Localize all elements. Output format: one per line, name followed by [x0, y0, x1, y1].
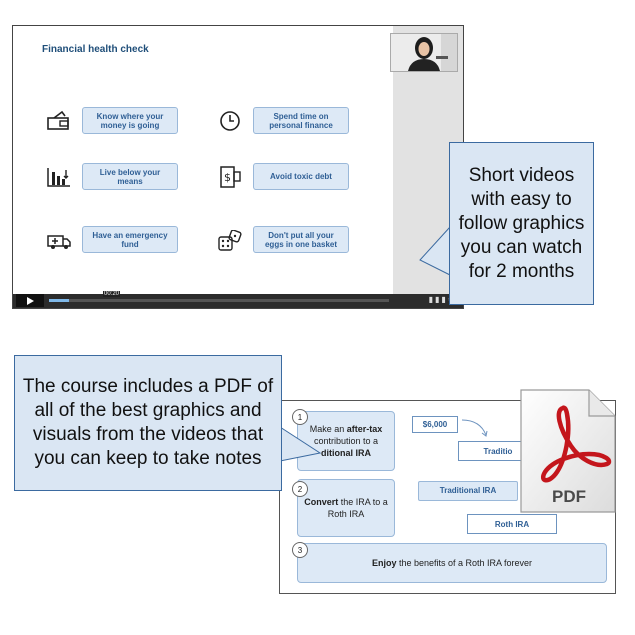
amount-box: $6,000 — [412, 416, 458, 433]
step-2-box — [297, 479, 395, 537]
step-2-text: the IRA to a Roth IRA — [327, 497, 388, 519]
clock-icon — [217, 110, 243, 132]
current-time: 00:20 — [104, 291, 120, 297]
callout-pdf: The course includes a PDF of all of the best graphics and visuals from the videos that you can keep to take notes — [14, 355, 282, 491]
step-3-number: 3 — [292, 542, 308, 558]
wallet-icon — [46, 110, 72, 132]
pdf-label: PDF — [552, 487, 586, 506]
pdf-file-icon — [519, 388, 617, 514]
step-2-bold: Convert — [304, 497, 339, 507]
ambulance-icon — [46, 230, 72, 252]
play-button[interactable] — [16, 294, 44, 307]
roth-ira-box: Roth IRA — [467, 514, 557, 534]
step-2-number: 2 — [292, 481, 308, 497]
video-player[interactable] — [12, 25, 464, 309]
player-controls — [13, 291, 464, 308]
tip-know-money: Know where your money is going — [82, 107, 178, 134]
traditional-ira-box: Traditional IRA — [418, 481, 518, 501]
bill-icon — [217, 166, 243, 188]
callout-pdf-pointer — [278, 425, 324, 475]
step-3-box — [297, 543, 607, 583]
traditional-partial-box: Traditio — [458, 441, 538, 461]
svg-text:$: $ — [224, 171, 231, 184]
step-1-bold: after-tax — [346, 424, 383, 434]
progress-fill — [49, 299, 69, 302]
tip-live-below: Live below your means — [82, 163, 178, 190]
volume-icon[interactable]: ▮▮▮ — [428, 295, 448, 304]
slide-title: Financial health check — [42, 44, 149, 55]
progress-bar[interactable] — [49, 291, 389, 302]
arrow-icon — [460, 417, 490, 439]
tip-avoid-debt: Avoid toxic debt — [253, 163, 349, 190]
step-1-text-b: contribution to a — [313, 436, 379, 446]
step-3-bold: Enjoy — [371, 558, 397, 568]
presenter-webcam — [390, 33, 458, 72]
step-1-number: 1 — [292, 409, 308, 425]
step-3-text: the benefits of a Roth IRA forever — [396, 558, 533, 568]
dice-icon — [217, 230, 243, 252]
bar-chart-icon — [46, 166, 72, 188]
step-1-bold-2: ditional IRA — [321, 448, 371, 458]
callout-video: Short videos with easy to follow graphics you can watch for 2 months — [449, 142, 594, 305]
step-1-text-a: Make an — [309, 424, 347, 434]
tip-spend-time: Spend time on personal finance — [253, 107, 349, 134]
tip-diversify: Don't put all your eggs in one basket — [253, 226, 349, 253]
tip-emergency-fund: Have an emergency fund — [82, 226, 178, 253]
